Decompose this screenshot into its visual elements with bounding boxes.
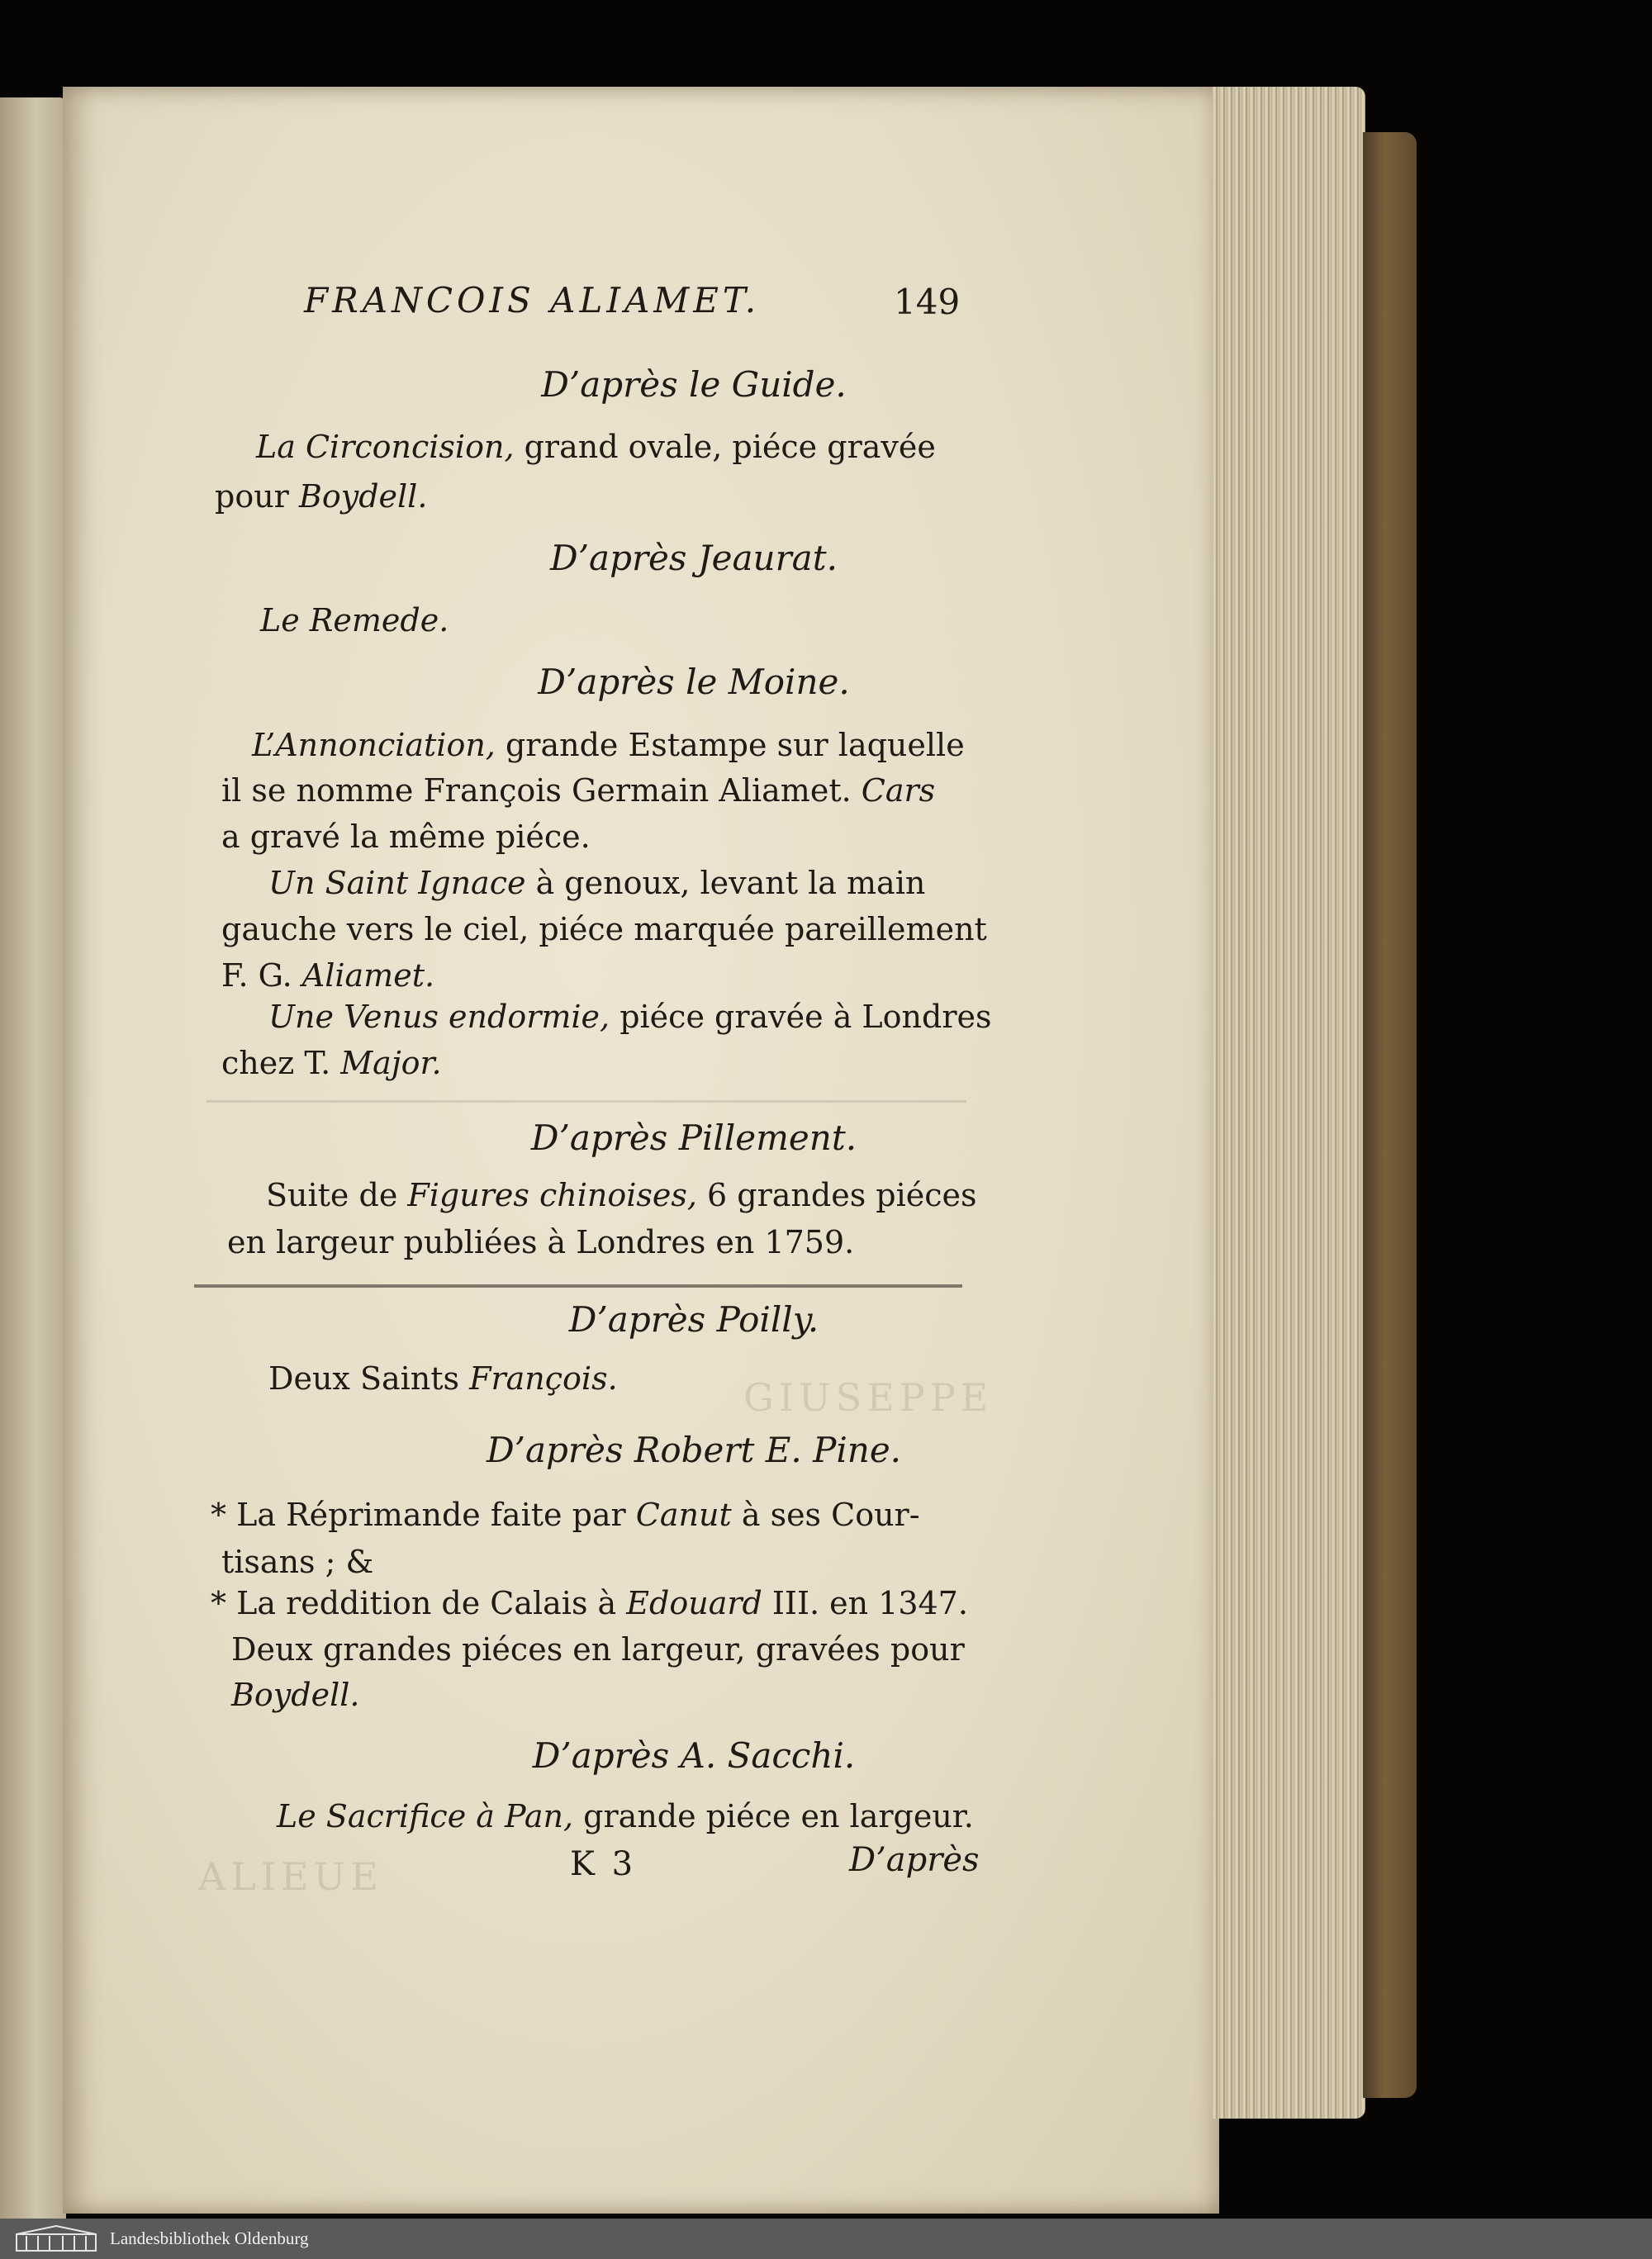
roman-segment: en largeur publiées à Londres en 1759. (227, 1224, 855, 1260)
body-line (231, 1679, 359, 1711)
roman-segment: Deux Saints (268, 1360, 470, 1397)
left-page-edge (0, 97, 66, 2220)
italic-segment: Le Sacrifice à Pan, (277, 1798, 584, 1834)
roman-segment: La Réprimande faite par (236, 1497, 636, 1533)
library-name: Landesbibliothek Oldenburg (110, 2228, 309, 2248)
italic-segment: Boydell. (298, 478, 428, 515)
roman-segment: 6 grandes piéces (707, 1177, 977, 1213)
italic-segment: Cars (861, 772, 936, 809)
page-block-edges (1213, 87, 1365, 2119)
roman-segment: chez T. (221, 1045, 341, 1081)
body-line (211, 1499, 920, 1531)
body-line (221, 772, 936, 809)
italic-segment: Boydell. (231, 1677, 360, 1713)
italic-segment: La Circoncision, (256, 429, 525, 465)
signature-mark: K 3 (570, 1845, 637, 1883)
body-line (227, 1224, 855, 1260)
body-line (221, 911, 987, 947)
roman-segment: * (211, 1497, 237, 1533)
roman-segment: Deux grandes piéces en largeur, gravées pour (231, 1631, 965, 1668)
body-line (256, 431, 936, 463)
section-heading: D’après Pillement. (530, 1118, 857, 1158)
body-line (268, 867, 925, 899)
roman-segment: grande piéce en largeur. (583, 1798, 974, 1834)
body-line (252, 729, 965, 761)
divider-rule (206, 1100, 966, 1103)
italic-segment: Major. (340, 1045, 442, 1081)
show-through-text: GIUSEPPE (743, 1375, 994, 1420)
roman-segment: La reddition de Calais à (236, 1585, 627, 1621)
body-line (268, 999, 992, 1035)
roman-segment: piéce gravée à Londres (620, 999, 992, 1035)
roman-segment: il se nomme François Germain Aliamet. (221, 772, 862, 809)
italic-segment: Une Venus endormie, (268, 999, 620, 1035)
italic-segment: Figures chinoises, (407, 1177, 708, 1213)
body-line (268, 1360, 618, 1397)
roman-segment: * (211, 1585, 237, 1621)
section-heading: D’après Poilly. (568, 1299, 819, 1340)
catchword: D’après (849, 1841, 980, 1879)
section-heading: D’après le Guide. (541, 364, 847, 405)
running-title: FRANCOIS ALIAMET. (304, 280, 761, 320)
body-line (260, 602, 449, 638)
italic-segment: Le Remede. (260, 602, 449, 638)
italic-segment: François. (469, 1360, 618, 1397)
roman-segment: à ses Cour- (741, 1497, 920, 1533)
roman-segment: pour (215, 478, 299, 515)
italic-segment: L’Annonciation, (252, 727, 506, 763)
body-line (221, 1047, 442, 1079)
roman-segment: à genoux, levant la main (535, 865, 926, 901)
roman-segment: gauche vers le ciel, piéce marquée pareillement (221, 911, 987, 947)
roman-segment: F. G. (221, 957, 302, 994)
body-line (231, 1631, 965, 1668)
roman-segment: tisans ; & (221, 1544, 374, 1580)
roman-segment: grand ovale, piéce gravée (524, 429, 936, 465)
section-heading: D’après A. Sacchi. (532, 1735, 856, 1776)
body-line (221, 819, 591, 855)
section-heading: D’après le Moine. (538, 662, 850, 702)
body-line (211, 1587, 968, 1619)
section-heading: D’après Jeaurat. (550, 538, 838, 578)
show-through-text: ALIEUE (198, 1854, 383, 1899)
italic-segment: Edouard (626, 1585, 772, 1621)
roman-segment: III. en 1347. (771, 1585, 968, 1621)
body-line (215, 478, 428, 515)
italic-segment: Un Saint Ignace (268, 865, 536, 901)
library-footer-bar (0, 2219, 1652, 2259)
library-building-icon (15, 2224, 97, 2252)
body-line (221, 957, 435, 994)
italic-segment: Aliamet. (301, 957, 435, 994)
roman-segment: Suite de (266, 1177, 408, 1213)
body-line (277, 1798, 974, 1834)
roman-segment: a gravé la même piéce. (221, 819, 591, 855)
italic-segment: Canut (635, 1497, 742, 1533)
divider-rule (194, 1284, 962, 1288)
page-number: 149 (894, 282, 961, 322)
section-heading: D’après Robert E. Pine. (486, 1430, 902, 1470)
body-line (221, 1546, 373, 1578)
roman-segment: grande Estampe sur laquelle (505, 727, 965, 763)
book-cover-edge (1363, 132, 1417, 2098)
body-line (266, 1179, 977, 1211)
